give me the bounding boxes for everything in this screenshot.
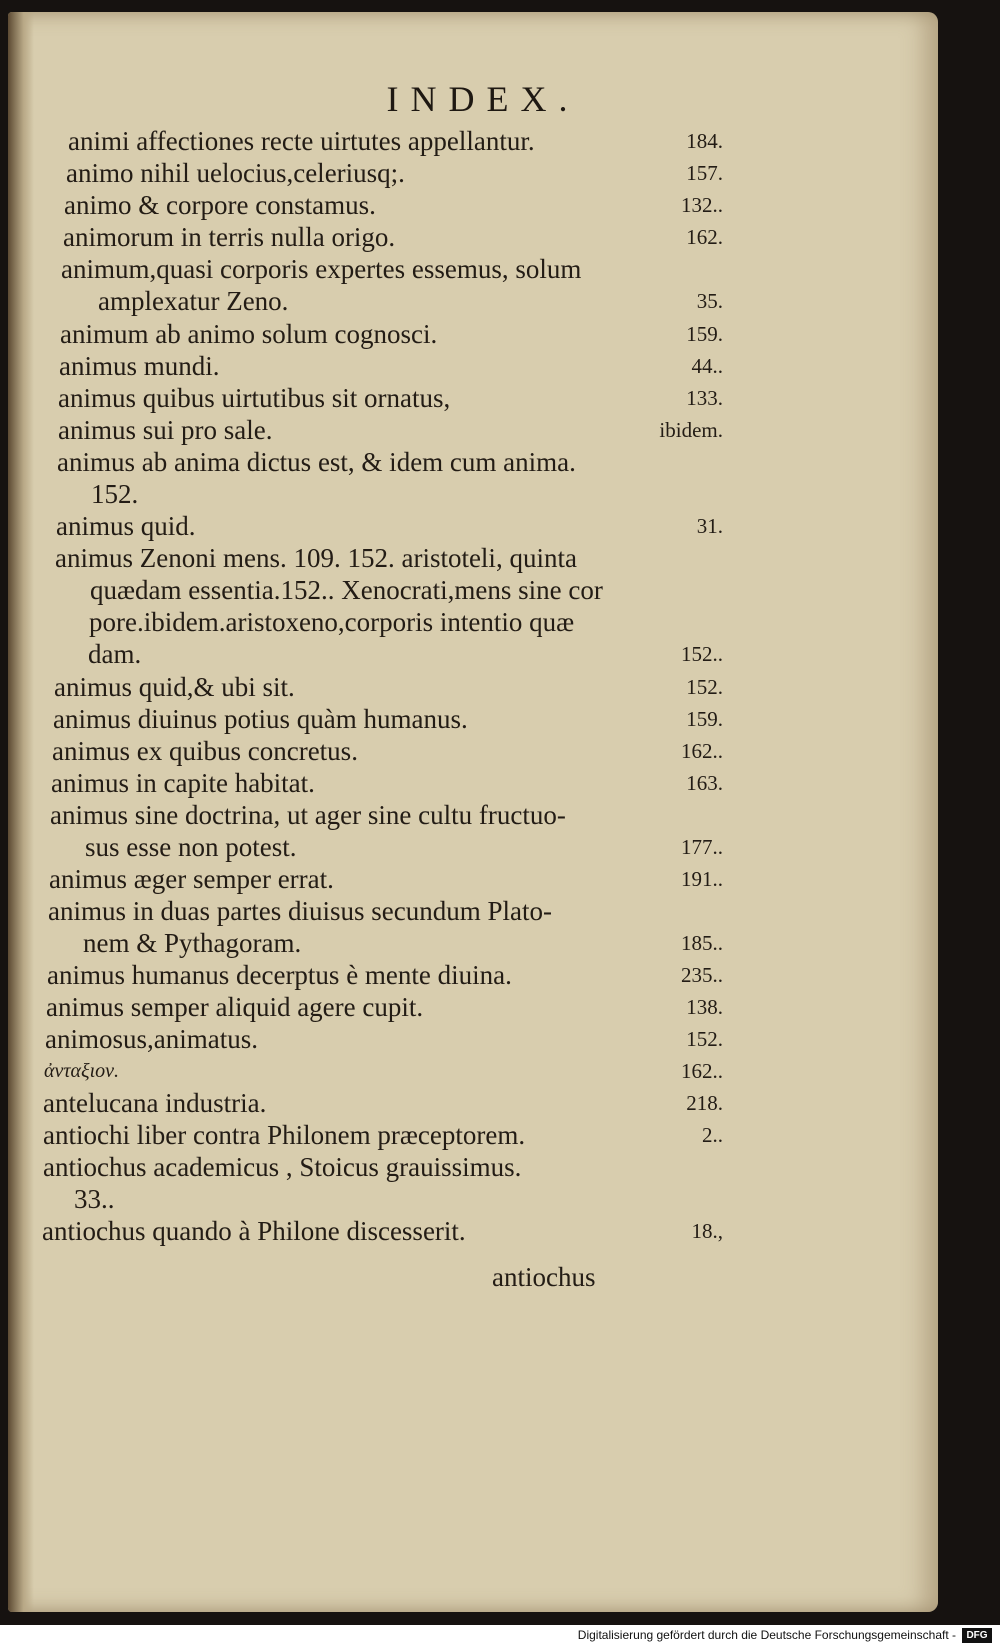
footer-bar: [0, 1625, 1000, 1646]
entry-text: animus Zenoni mens. 109. 152. aristoteli, quinta: [55, 543, 577, 573]
index-entry: [56, 509, 723, 543]
entry-page-number: 218.: [686, 1091, 723, 1115]
entry-page-number: 177..: [681, 835, 723, 859]
entry-page-number: 162..: [681, 1059, 723, 1083]
entry-text: animum ab animo solum cognosci.: [60, 319, 438, 349]
index-entry: [50, 798, 723, 832]
page-gutter: [8, 12, 34, 1612]
index-entry: [68, 124, 723, 158]
index-entry: [43, 1150, 723, 1184]
index-entry: [64, 188, 723, 222]
entry-text: animus quid.: [56, 511, 196, 541]
index-entry: [63, 220, 723, 254]
index-entry: [85, 830, 723, 864]
index-entry: [51, 766, 723, 800]
entry-page-number: 152.: [686, 1027, 723, 1051]
entry-text: pore.ibidem.aristoxeno,corporis intentio quæ: [89, 607, 575, 637]
index-entry: [59, 349, 723, 383]
footer-credit: Digitalisierung gefördert durch die Deutsche Forschungsgemeinschaft -: [577, 1628, 956, 1642]
entry-text: animus sine doctrina, ut ager sine cultu fructuo-: [50, 800, 566, 830]
entry-page-number: 44..: [691, 354, 723, 378]
page-title: INDEX.: [386, 79, 580, 119]
entry-page-number: 31.: [696, 514, 723, 538]
entry-text: animus quid,& ubi sit.: [54, 672, 295, 702]
dfg-logo: DFG: [962, 1628, 992, 1643]
entry-text: animus sui pro sale.: [58, 415, 273, 445]
entry-text: animum,quasi corporis expertes essemus, solum: [61, 254, 582, 284]
entry-page-number: 159.: [686, 707, 723, 731]
entry-text: antiochus quando à Philone discesserit.: [42, 1216, 466, 1246]
entry-page-number: 152.: [686, 675, 723, 699]
entry-page-number: 152..: [681, 642, 723, 666]
entry-page-number: 159.: [686, 322, 723, 346]
entry-page-number: 191..: [681, 867, 723, 891]
entry-page-number: ibidem.: [659, 418, 723, 442]
index-entry: [89, 605, 723, 639]
index-entry: [47, 958, 723, 992]
catchword: antiochus: [492, 1262, 596, 1292]
entry-text: animo nihil uelocius,celeriusq;.: [66, 158, 405, 188]
index-entry: [66, 156, 723, 190]
index-entry: [46, 990, 723, 1024]
entry-page-number: 133.: [686, 386, 723, 410]
index-entry: [43, 1086, 723, 1120]
entry-text: amplexatur Zeno.: [98, 286, 289, 316]
index-entry: [54, 670, 723, 704]
index-entry: [44, 1054, 723, 1088]
book-page: [8, 12, 938, 1612]
entry-page-number: 157.: [686, 161, 723, 185]
index-entry: [58, 413, 723, 447]
entry-text: quædam essentia.152.. Xenocrati,mens sine cor: [90, 575, 603, 605]
index-entry: [45, 1022, 723, 1056]
entry-text: animus ab anima dictus est, & idem cum anima.: [57, 447, 576, 477]
entry-text: animi affectiones recte uirtutes appellantur.: [68, 126, 535, 156]
entry-text: antiochus academicus , Stoicus grauissimus.: [43, 1152, 522, 1182]
entry-text: nem & Pythagoram.: [83, 928, 302, 958]
entry-text: animus diuinus potius quàm humanus.: [53, 704, 468, 734]
index-entry: [43, 1118, 723, 1152]
index-entry: [74, 1182, 723, 1216]
index-entry: [52, 734, 723, 768]
entry-text: animus mundi.: [59, 351, 220, 381]
index-entry: [49, 862, 723, 896]
index-entry: [61, 252, 723, 286]
index-entry: [88, 637, 723, 671]
entry-text: animus ex quibus concretus.: [52, 736, 358, 766]
entry-page-number: 132..: [681, 193, 723, 217]
entry-text: 152.: [91, 479, 139, 509]
entry-text: ἀνταξιον.: [44, 1060, 120, 1082]
index-entry: [42, 1214, 723, 1248]
entry-text: animo & corpore constamus.: [64, 190, 376, 220]
index-entry: [57, 445, 723, 479]
entry-text: animus quibus uirtutibus sit ornatus,: [58, 383, 451, 413]
entry-text: sus esse non potest.: [85, 832, 297, 862]
entry-page-number: 138.: [686, 995, 723, 1019]
entry-page-number: 2..: [702, 1123, 723, 1147]
index-entry: [90, 573, 723, 607]
entry-page-number: 162.: [686, 225, 723, 249]
entry-text: animosus,animatus.: [45, 1024, 258, 1054]
entry-text: antiochi liber contra Philonem præceptorem.: [43, 1120, 526, 1150]
entry-page-number: 35.: [696, 289, 723, 313]
entry-page-number: 185..: [681, 931, 723, 955]
entry-text: animus semper aliquid agere cupit.: [46, 992, 424, 1022]
entry-page-number: 162..: [681, 739, 723, 763]
entry-text: animus in capite habitat.: [51, 768, 315, 798]
entry-page-number: 184.: [686, 129, 723, 153]
entry-text: dam.: [88, 639, 142, 669]
entry-text: animus in duas partes diuisus secundum Plato-: [48, 896, 552, 926]
index-entry: [91, 477, 723, 511]
index-entry: [58, 381, 723, 415]
entry-text: animorum in terris nulla origo.: [63, 222, 396, 252]
entry-page-number: 163.: [686, 771, 723, 795]
index-entry: [55, 541, 723, 575]
entry-text: 33..: [74, 1184, 115, 1214]
entry-text: animus humanus decerptus è mente diuina.: [47, 960, 512, 990]
entry-page-number: 18.,: [691, 1219, 723, 1243]
index-entry: [48, 894, 723, 928]
index-entry: [83, 926, 723, 960]
entry-text: antelucana industria.: [43, 1088, 267, 1118]
index-entry: [60, 317, 723, 351]
index-entry: [53, 702, 723, 736]
entry-text: animus æger semper errat.: [49, 864, 334, 894]
entry-page-number: 235..: [681, 963, 723, 987]
index-entry: [98, 284, 723, 318]
